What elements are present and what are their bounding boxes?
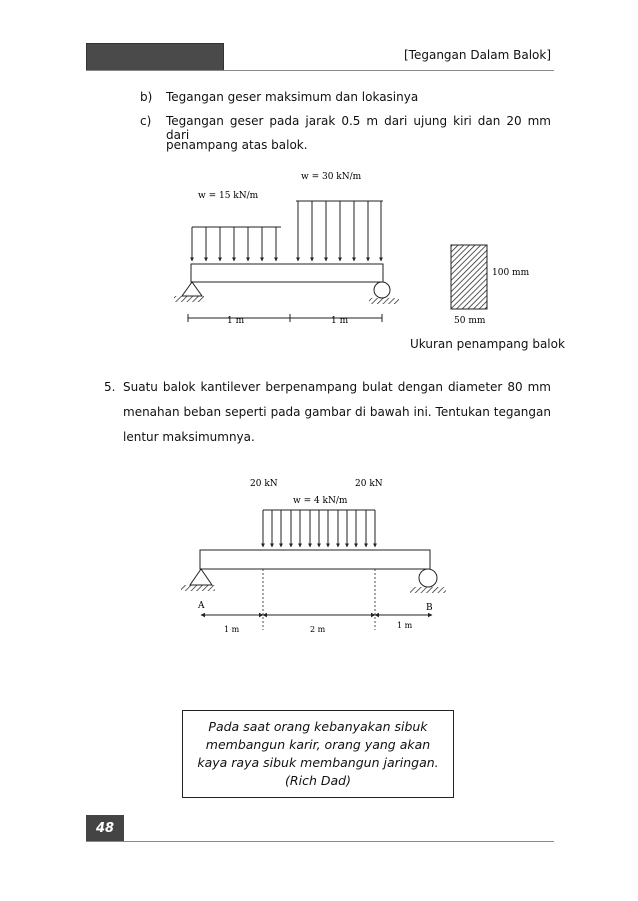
pin-support-a (181, 569, 215, 591)
quote-line-1: Pada saat orang kebanyakan sibuk (208, 719, 428, 734)
point-load-left-label: 20 kN (250, 479, 278, 489)
distributed-load-right (296, 201, 383, 261)
item-b-text: Tegangan geser maksimum dan lokasinya (166, 90, 419, 104)
beam-figure-1 (165, 165, 401, 330)
item-b-marker: b) (140, 90, 153, 104)
load-right-label: w = 30 kN/m (301, 172, 362, 182)
quote-line-2: membangun karir, orang yang akan (205, 737, 431, 752)
dimension-line-1 (188, 314, 382, 322)
header-title: [Tegangan Dalam Balok] (404, 48, 551, 62)
roller-support-b (410, 569, 446, 593)
quote-box (182, 710, 454, 798)
beam-figure-2 (170, 470, 460, 635)
dim1-label: 1 m (224, 625, 240, 634)
dim-right-label: 1 m (331, 316, 349, 326)
problem5-line2: menahan beban seperti pada gambar di bawah ini. Tentukan tegangan (123, 405, 551, 419)
quote-attribution: (Rich Dad) (285, 773, 351, 788)
header-rule (86, 70, 554, 71)
support-b-label: B (426, 603, 433, 613)
beam-2 (200, 550, 430, 569)
support-a-label: A (198, 601, 205, 611)
pin-support-1 (174, 282, 204, 302)
section-rectangle (451, 245, 487, 309)
item-c-line1: Tegangan geser pada jarak 0.5 m dari ujung kiri dan 20 mm dari (166, 114, 551, 142)
dist-load-label: w = 4 kN/m (293, 496, 348, 506)
beam-1 (191, 264, 383, 282)
section-width-label: 50 mm (454, 316, 486, 326)
item-c-line2: penampang atas balok. (166, 138, 308, 152)
dim3-label: 1 m (397, 621, 413, 630)
udl-arrows (263, 510, 375, 547)
footer-rule (86, 841, 554, 842)
header-block (86, 43, 224, 71)
problem5-line3: lentur maksimumnya. (123, 430, 255, 444)
distributed-load-left (192, 227, 281, 261)
page-number: 48 (86, 815, 124, 841)
dashed-guides (263, 569, 375, 630)
quote-line-3: kaya raya sibuk membangun jaringan. (197, 755, 439, 770)
point-load-right-label: 20 kN (355, 479, 383, 489)
problem5-number: 5. (104, 380, 116, 394)
dim2-label: 2 m (310, 625, 326, 634)
section-height-label: 100 mm (492, 268, 530, 278)
dim-left-label: 1 m (227, 316, 245, 326)
roller-support-1 (369, 282, 399, 304)
problem5-line1: Suatu balok kantilever berpenampang bulat dengan diameter 80 mm (123, 380, 551, 394)
item-c-marker: c) (140, 114, 152, 128)
cross-section-figure (440, 240, 540, 328)
figure1-caption: Ukuran penampang balok (410, 337, 565, 351)
load-left-label: w = 15 kN/m (198, 191, 259, 201)
